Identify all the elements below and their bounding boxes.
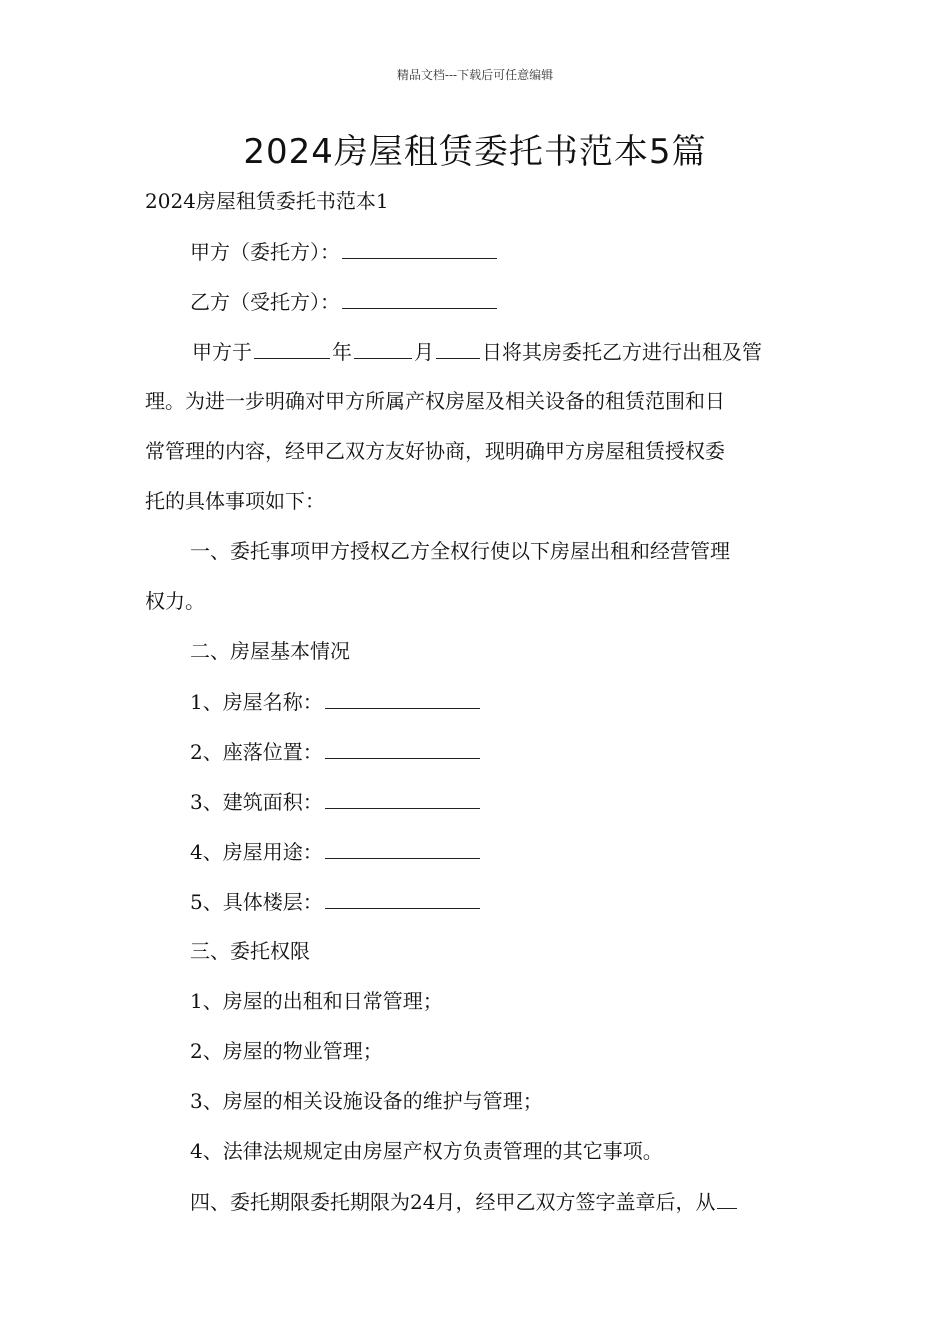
field-label: 5、具体楼层： bbox=[190, 890, 323, 914]
intro-text: 日将其房委托乙方进行出租及管 bbox=[482, 340, 762, 364]
year-blank bbox=[254, 336, 330, 359]
party-b-label: 乙方（受托方）： bbox=[190, 290, 340, 314]
list-item: 4、法律法规规定由房屋产权方负责管理的其它事项。 bbox=[190, 1139, 663, 1163]
section-heading: 2024房屋租赁委托书范本1 bbox=[145, 189, 389, 213]
field-label: 1、房屋名称： bbox=[190, 690, 323, 714]
field-blank bbox=[325, 736, 480, 759]
field-blank bbox=[325, 686, 480, 709]
clause1-line-2: 权力。 bbox=[145, 589, 205, 613]
party-a-blank bbox=[342, 236, 497, 259]
list-item: 3、房屋的相关设施设备的维护与管理； bbox=[190, 1089, 543, 1113]
property-name-line bbox=[190, 686, 855, 717]
field-blank bbox=[325, 886, 480, 909]
usage-line bbox=[190, 836, 855, 867]
list-item: 2、房屋的物业管理； bbox=[190, 1039, 383, 1063]
document-title: 2024房屋租赁委托书范本5篇 bbox=[243, 132, 707, 172]
intro-line-3: 常管理的内容，经甲乙双方友好协商，现明确甲方房屋租赁授权委 bbox=[145, 439, 725, 463]
field-blank bbox=[325, 836, 480, 859]
intro-line-1 bbox=[192, 336, 857, 367]
header-note: 精品文档---下载后可任意编辑 bbox=[396, 68, 554, 82]
field-blank bbox=[325, 786, 480, 809]
area-line bbox=[190, 786, 855, 817]
clause2-heading: 二、房屋基本情况 bbox=[190, 639, 350, 663]
clause4-text: 四、委托期限委托期限为24月，经甲乙双方签字盖章后，从 bbox=[190, 1190, 716, 1214]
intro-line-2: 理。为进一步明确对甲方所属产权房屋及相关设备的租赁范围和日 bbox=[145, 389, 725, 413]
field-label: 2、座落位置： bbox=[190, 740, 323, 764]
clause3-heading: 三、委托权限 bbox=[190, 939, 310, 963]
year-label: 年 bbox=[332, 340, 352, 364]
party-a-label: 甲方（委托方）： bbox=[190, 240, 340, 264]
list-item: 1、房屋的出租和日常管理； bbox=[190, 989, 443, 1013]
party-b-blank bbox=[342, 286, 497, 309]
clause4-line-1 bbox=[190, 1186, 855, 1217]
month-blank bbox=[354, 336, 412, 359]
day-blank bbox=[436, 336, 480, 359]
clause1-line-1: 一、委托事项甲方授权乙方全权行使以下房屋出租和经营管理 bbox=[190, 539, 730, 563]
floor-line bbox=[190, 886, 855, 917]
field-label: 4、房屋用途： bbox=[190, 840, 323, 864]
start-date-blank bbox=[717, 1186, 737, 1209]
location-line bbox=[190, 736, 855, 767]
party-b-line bbox=[190, 286, 855, 317]
party-a-line bbox=[190, 236, 855, 267]
field-label: 3、建筑面积： bbox=[190, 790, 323, 814]
intro-line-4: 托的具体事项如下： bbox=[145, 489, 325, 513]
intro-text: 甲方于 bbox=[192, 340, 252, 364]
month-label: 月 bbox=[414, 340, 434, 364]
